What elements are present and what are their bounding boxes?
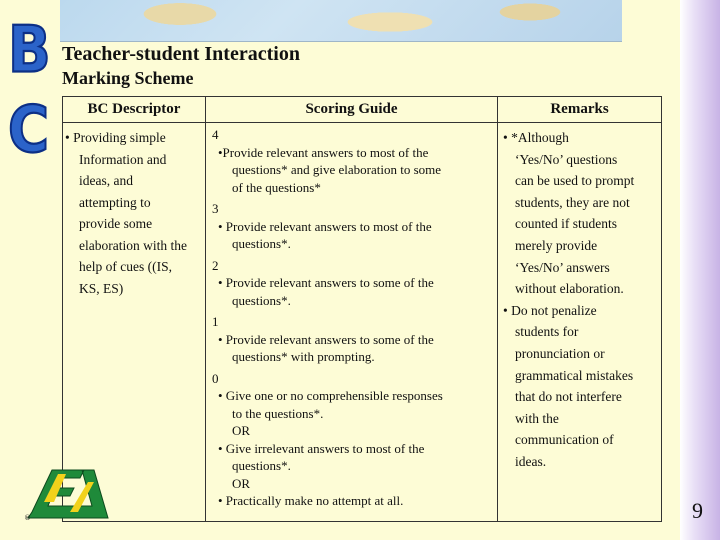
column-divider bbox=[497, 97, 498, 521]
bc-descriptor-line: help of cues ((IS, bbox=[79, 259, 172, 274]
bc-descriptor-line: attempting to bbox=[79, 194, 151, 210]
header-divider bbox=[63, 122, 661, 123]
registered-mark: ® bbox=[24, 514, 31, 522]
or-separator bbox=[212, 475, 496, 493]
criterion-text-line: questions*. bbox=[232, 458, 291, 473]
remarks-line: students, they are not bbox=[515, 194, 630, 210]
criterion-text-line: •Provide relevant answers to most of the bbox=[218, 144, 429, 160]
remarks-line: pronunciation or bbox=[515, 345, 605, 361]
page-subtitle: Marking Scheme bbox=[62, 68, 194, 88]
logo-green-shape bbox=[28, 470, 108, 518]
criterion-text-line: to the questions*. bbox=[232, 405, 324, 421]
marking-scheme-table bbox=[62, 96, 662, 522]
criterion-text-line: • Practically make no attempt at all. bbox=[218, 493, 404, 508]
bc-descriptor-line: KS, ES) bbox=[79, 280, 124, 296]
score-criterion bbox=[212, 440, 496, 475]
score-level-number: 4 bbox=[212, 127, 219, 142]
remarks-line: communication of bbox=[515, 432, 614, 448]
bc-descriptor-line: provide some bbox=[79, 216, 153, 231]
remarks-line: grammatical mistakes bbox=[515, 367, 634, 383]
score-criterion bbox=[212, 331, 496, 366]
bc-descriptor-line: • Providing simple bbox=[65, 130, 166, 145]
score-level-number: 0 bbox=[212, 370, 219, 386]
score-criterion bbox=[212, 387, 496, 422]
score-level-number: 2 bbox=[212, 257, 219, 273]
criterion-text-line: • Provide relevant answers to some of the bbox=[218, 275, 434, 290]
column-header-bc-descriptor: BC Descriptor bbox=[87, 101, 181, 117]
side-letter-c: C bbox=[8, 93, 50, 168]
remarks-line: • *Although bbox=[503, 130, 569, 145]
remarks-line: ‘Yes/No’ questions bbox=[515, 151, 618, 167]
remarks-cell bbox=[503, 127, 661, 473]
criterion-text-line: • Give one or no comprehensible responses bbox=[218, 388, 443, 403]
score-criterion bbox=[212, 274, 496, 309]
criterion-text-line: OR bbox=[232, 423, 251, 438]
score-level-number: 3 bbox=[212, 201, 219, 216]
criterion-text-line: questions*. bbox=[232, 292, 291, 308]
remarks-line: students for bbox=[515, 324, 579, 340]
right-gradient-band bbox=[680, 0, 720, 540]
remarks-line: without elaboration. bbox=[515, 281, 624, 297]
bc-descriptor-cell bbox=[63, 127, 205, 299]
score-criterion bbox=[212, 492, 496, 510]
criterion-text-line: • Provide relevant answers to most of the bbox=[218, 218, 432, 234]
score-criterion bbox=[212, 144, 496, 197]
criterion-text-line: questions* with prompting. bbox=[232, 349, 375, 364]
remarks-line: that do not interfere bbox=[515, 389, 622, 405]
remarks-line: • Do not penalize bbox=[503, 302, 597, 318]
bc-descriptor-line: Information and bbox=[79, 151, 167, 167]
scoring-guide-cell bbox=[212, 126, 496, 510]
score-criterion bbox=[212, 218, 496, 253]
bc-descriptor-line: elaboration with the bbox=[79, 237, 187, 253]
remarks-line: with the bbox=[515, 410, 559, 426]
column-divider bbox=[205, 97, 206, 521]
score-level-number: 1 bbox=[212, 314, 219, 329]
remarks-line: can be used to prompt bbox=[515, 173, 635, 189]
remarks-line: ideas. bbox=[515, 453, 547, 469]
page-title: Teacher-student Interaction bbox=[62, 43, 300, 65]
hkeaa-logo bbox=[22, 462, 110, 522]
criterion-text-line: of the questions* bbox=[232, 179, 321, 195]
remarks-line: merely provide bbox=[515, 237, 598, 253]
or-separator bbox=[212, 422, 496, 440]
map-banner-image bbox=[60, 0, 622, 42]
criterion-text-line: questions*. bbox=[232, 236, 291, 251]
column-header-remarks: Remarks bbox=[550, 101, 609, 117]
criterion-text-line: questions* and give elaboration to some bbox=[232, 162, 442, 177]
side-letter-b: B bbox=[8, 13, 51, 88]
criterion-text-line: OR bbox=[232, 475, 251, 491]
remarks-line: ‘Yes/No’ answers bbox=[515, 259, 610, 275]
column-header-scoring-guide: Scoring Guide bbox=[305, 101, 398, 117]
remarks-line: counted if students bbox=[515, 216, 617, 232]
criterion-text-line: • Give irrelevant answers to most of the bbox=[218, 440, 425, 456]
criterion-text-line: • Provide relevant answers to some of the bbox=[218, 331, 434, 347]
bc-descriptor-line: ideas, and bbox=[79, 173, 133, 188]
page-number: 9 bbox=[692, 498, 703, 523]
